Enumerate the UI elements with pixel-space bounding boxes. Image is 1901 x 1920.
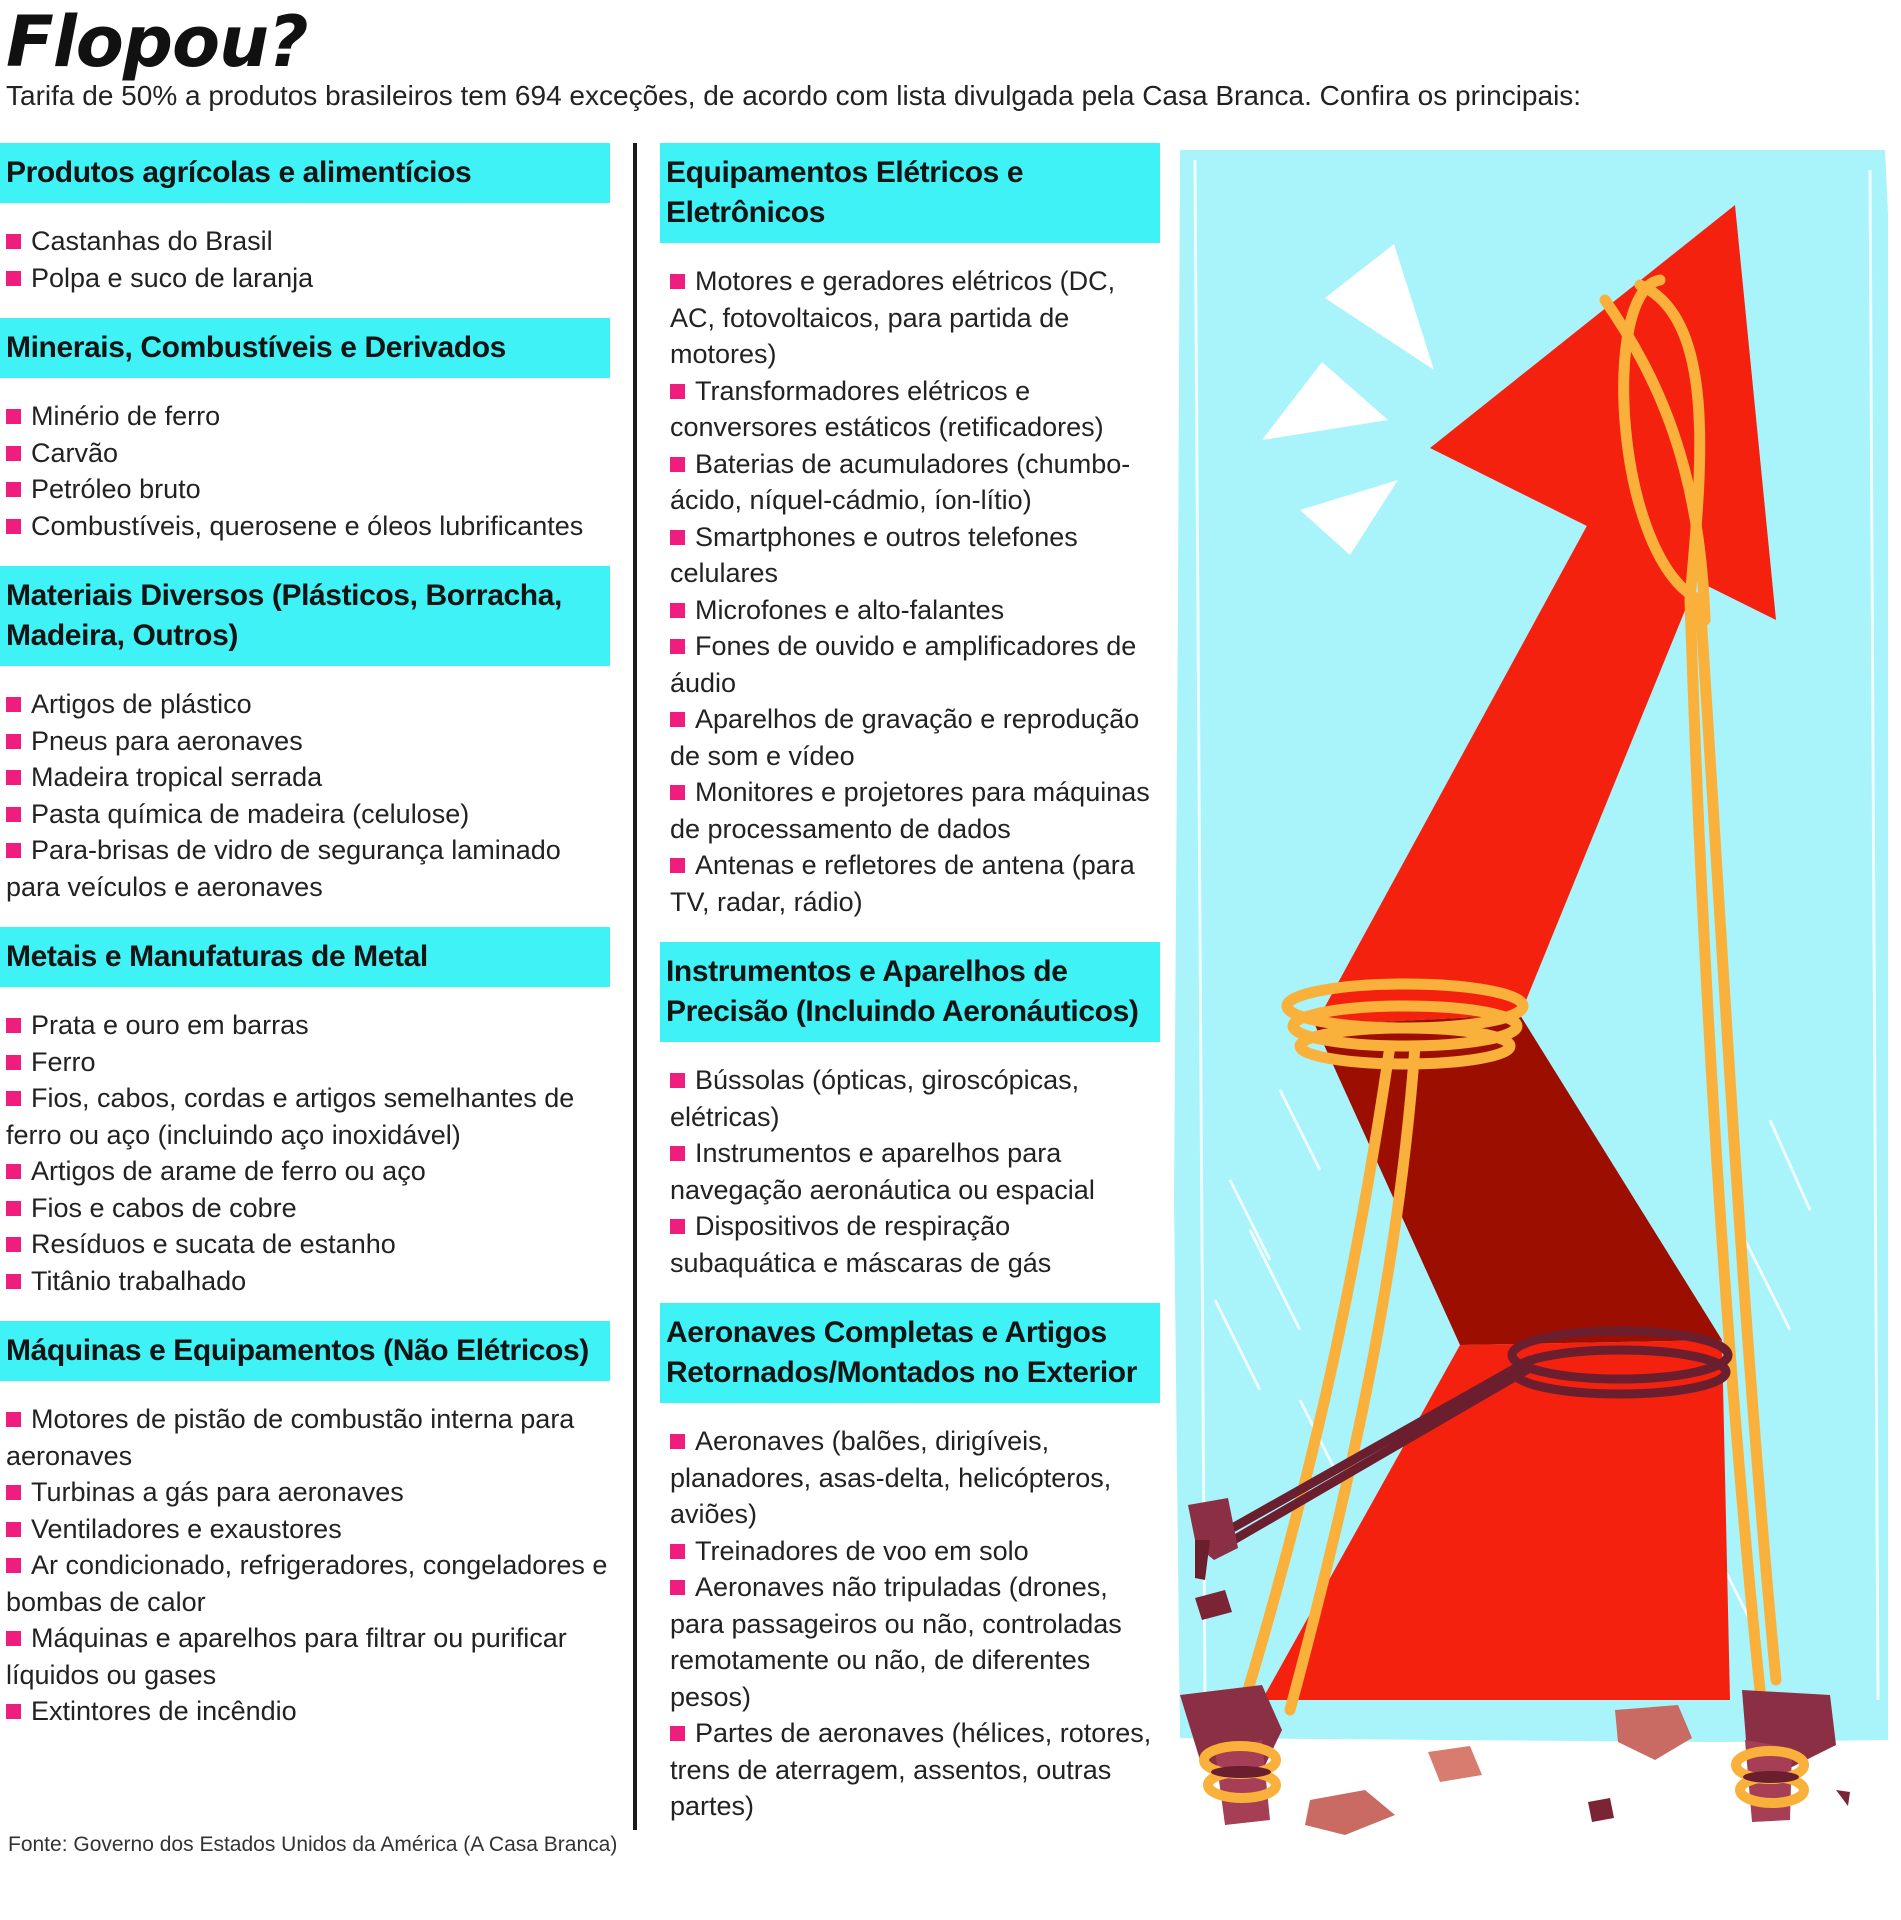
bullet-square-icon xyxy=(6,271,21,286)
list-item-text: Madeira tropical serrada xyxy=(31,762,323,792)
section-equipamentos-eletricos-e-eletronicos xyxy=(660,143,1160,942)
bullet-square-icon xyxy=(6,1055,21,1070)
bullet-square-icon xyxy=(6,1412,21,1427)
section-title: Instrumentos e Aparelhos de Precisão (Incluindo Aeronáuticos) xyxy=(660,942,1160,1042)
list-item-text: Pasta química de madeira (celulose) xyxy=(31,798,470,829)
section-instrumentos-e-aparelhos-de-precisao-inc xyxy=(660,942,1160,1303)
list-item-text: Para-brisas de vidro de segurança laminado para veículos e aeronaves xyxy=(6,835,561,902)
stake-tie-dark xyxy=(1211,1766,1799,1783)
bullet-square-icon xyxy=(6,1558,21,1573)
list-item xyxy=(6,1044,610,1081)
right-column xyxy=(660,143,1160,1847)
list-item xyxy=(6,1547,610,1620)
list-item xyxy=(670,1135,1160,1208)
item-list xyxy=(0,987,610,1321)
bullet-square-icon xyxy=(6,1631,21,1646)
bullet-square-icon xyxy=(6,1237,21,1252)
list-item xyxy=(670,774,1160,847)
list-item xyxy=(6,796,610,833)
list-item xyxy=(670,519,1160,592)
list-item-text: Combustíveis, querosene e óleos lubrificantes xyxy=(31,510,584,541)
list-item-text: Fios, cabos, cordas e artigos semelhantes de ferro ou aço (incluindo aço inoxidável) xyxy=(6,1083,575,1150)
list-item xyxy=(6,832,610,905)
list-item-text: Ferro xyxy=(31,1046,96,1077)
list-item xyxy=(6,1080,610,1153)
section-title: Minerais, Combustíveis e Derivados xyxy=(0,318,610,378)
item-list xyxy=(0,378,610,566)
list-item xyxy=(6,1190,610,1227)
column-divider xyxy=(633,143,637,1830)
bullet-square-icon xyxy=(6,519,21,534)
section-title: Metais e Manufaturas de Metal xyxy=(0,927,610,987)
section-metais-e-manufaturas-de-metal xyxy=(0,927,610,1321)
list-item xyxy=(6,1620,610,1693)
list-item xyxy=(6,1401,610,1474)
bullet-square-icon xyxy=(670,1146,685,1161)
source-note: Fonte: Governo dos Estados Unidos da América (A Casa Branca) xyxy=(8,1833,618,1856)
list-item-text: Treinadores de voo em solo xyxy=(695,1535,1029,1566)
list-item xyxy=(6,1511,610,1548)
list-item xyxy=(6,1007,610,1044)
list-item xyxy=(670,1533,1160,1570)
bullet-square-icon xyxy=(6,807,21,822)
list-item-text: Baterias de acumuladores (chumbo-ácido, níquel-cádmio, íon-lítio) xyxy=(670,448,1131,515)
page-title: Flopou? xyxy=(6,1,308,83)
list-item xyxy=(670,1569,1160,1715)
list-item-text: Monitores e projetores para máquinas de processamento de dados xyxy=(670,777,1150,844)
list-item xyxy=(670,701,1160,774)
list-item xyxy=(6,759,610,796)
list-item xyxy=(6,435,610,472)
list-item-text: Máquinas e aparelhos para filtrar ou purificar líquidos ou gases xyxy=(6,1623,567,1690)
bullet-square-icon xyxy=(6,1018,21,1033)
item-list xyxy=(0,666,610,927)
bullet-square-icon xyxy=(6,409,21,424)
item-list xyxy=(660,1042,1160,1303)
list-item-text: Resíduos e sucata de estanho xyxy=(31,1229,396,1259)
section-title: Produtos agrícolas e alimentícios xyxy=(0,143,610,203)
bullet-square-icon xyxy=(670,639,685,654)
list-item xyxy=(6,260,610,297)
bullet-square-icon xyxy=(6,1704,21,1719)
list-item-text: Extintores de incêndio xyxy=(31,1696,297,1726)
list-item-text: Titânio trabalhado xyxy=(31,1265,247,1296)
bullet-square-icon xyxy=(670,858,685,873)
list-item xyxy=(6,1226,610,1263)
list-item xyxy=(6,1474,610,1511)
list-item-text: Dispositivos de respiração subaquática e máscaras de gás xyxy=(670,1211,1052,1278)
bullet-square-icon xyxy=(670,1434,685,1449)
list-item xyxy=(670,592,1160,629)
section-title: Aeronaves Completas e Artigos Retornados/Montados no Exterior xyxy=(660,1303,1160,1403)
list-item xyxy=(6,1263,610,1300)
bullet-square-icon xyxy=(6,234,21,249)
bullet-square-icon xyxy=(670,274,685,289)
section-aeronaves-completas-e-artigos-retornados xyxy=(660,1303,1160,1847)
item-list xyxy=(660,243,1160,942)
bullet-square-icon xyxy=(6,734,21,749)
list-item-text: Pneus para aeronaves xyxy=(31,725,303,756)
item-list xyxy=(0,203,610,318)
list-item xyxy=(6,223,610,260)
list-item xyxy=(670,263,1160,373)
list-item xyxy=(670,628,1160,701)
list-item xyxy=(6,1693,610,1730)
list-item-text: Prata e ouro em barras xyxy=(31,1010,309,1040)
bullet-square-icon xyxy=(6,697,21,712)
list-item-text: Petróleo bruto xyxy=(31,474,201,504)
list-item-text: Antenas e refletores de antena (para TV, radar, rádio) xyxy=(670,850,1135,917)
stake-rope-icon xyxy=(1204,1746,1804,1803)
list-item-text: Bússolas (ópticas, giroscópicas, elétricas) xyxy=(670,1065,1080,1132)
list-item-text: Minério de ferro xyxy=(31,401,221,431)
list-item xyxy=(6,723,610,760)
list-item xyxy=(670,1715,1160,1825)
section-minerais-combustiveis-e-derivados xyxy=(0,318,610,566)
list-item-text: Turbinas a gás para aeronaves xyxy=(31,1477,404,1507)
list-item-text: Motores de pistão de combustão interna para aeronaves xyxy=(6,1404,575,1471)
bullet-square-icon xyxy=(670,712,685,727)
list-item-text: Instrumentos e aparelhos para navegação aeronáutica ou espacial xyxy=(670,1138,1095,1205)
list-item-text: Polpa e suco de laranja xyxy=(31,262,314,293)
list-item-text: Transformadores elétricos e conversores estáticos (retificadores) xyxy=(670,375,1104,442)
list-item xyxy=(6,471,610,508)
list-item xyxy=(6,1153,610,1190)
list-item-text: Aeronaves (balões, dirigíveis, planadores, asas-delta, helicópteros, aviões) xyxy=(670,1426,1112,1529)
section-title: Materiais Diversos (Plásticos, Borracha, Madeira, Outros) xyxy=(0,566,610,666)
list-item-text: Carvão xyxy=(31,437,119,468)
bullet-square-icon xyxy=(670,384,685,399)
bullet-square-icon xyxy=(670,603,685,618)
list-item xyxy=(6,686,610,723)
tied-arrow-icon xyxy=(1168,140,1888,1840)
list-item-text: Fones de ouvido e amplificadores de áudio xyxy=(670,631,1137,698)
list-item-text: Artigos de arame de ferro ou aço xyxy=(31,1156,426,1186)
list-item-text: Ventiladores e exaustores xyxy=(31,1513,342,1544)
bullet-square-icon xyxy=(6,1522,21,1537)
list-item-text: Partes de aeronaves (hélices, rotores, trens de aterragem, assentos, outras partes) xyxy=(670,1718,1152,1821)
section-maquinas-e-equipamentos-nao-eletricos xyxy=(0,1321,610,1752)
section-title: Equipamentos Elétricos e Eletrônicos xyxy=(660,143,1160,243)
list-item-text: Motores e geradores elétricos (DC, AC, fotovoltaicos, para partida de motores) xyxy=(670,266,1116,369)
item-list xyxy=(660,1403,1160,1847)
bullet-square-icon xyxy=(670,1073,685,1088)
bullet-square-icon xyxy=(670,1219,685,1234)
bullet-square-icon xyxy=(6,482,21,497)
bullet-square-icon xyxy=(6,770,21,785)
item-list xyxy=(0,1381,610,1752)
bullet-square-icon xyxy=(670,530,685,545)
list-item xyxy=(670,1423,1160,1533)
bullet-square-icon xyxy=(670,785,685,800)
bullet-square-icon xyxy=(6,1485,21,1500)
bullet-square-icon xyxy=(6,1091,21,1106)
list-item xyxy=(670,446,1160,519)
section-materiais-diversos-plasticos-borracha-ma xyxy=(0,566,610,927)
list-item xyxy=(670,847,1160,920)
list-item-text: Fios e cabos de cobre xyxy=(31,1192,297,1223)
section-title: Máquinas e Equipamentos (Não Elétricos) xyxy=(0,1321,610,1381)
bullet-square-icon xyxy=(670,1544,685,1559)
left-column xyxy=(0,143,610,1752)
bullet-square-icon xyxy=(6,1274,21,1289)
list-item xyxy=(670,1208,1160,1281)
bullet-square-icon xyxy=(670,1580,685,1595)
list-item xyxy=(670,1062,1160,1135)
list-item xyxy=(670,373,1160,446)
list-item-text: Smartphones e outros telefones celulares xyxy=(670,521,1078,588)
section-produtos-agricolas-e-alimenticios xyxy=(0,143,610,318)
list-item xyxy=(6,508,610,545)
list-item-text: Aparelhos de gravação e reprodução de som e vídeo xyxy=(670,704,1140,771)
bullet-square-icon xyxy=(6,1201,21,1216)
bullet-square-icon xyxy=(6,1164,21,1179)
list-item-text: Microfones e alto-falantes xyxy=(695,594,1005,625)
list-item xyxy=(6,398,610,435)
bullet-square-icon xyxy=(670,1726,685,1741)
list-item-text: Castanhas do Brasil xyxy=(31,226,273,256)
page-subtitle: Tarifa de 50% a produtos brasileiros tem 694 exceções, de acordo com lista divulgada pela Casa Branca. Confira os principais: xyxy=(6,80,1582,111)
bullet-square-icon xyxy=(6,843,21,858)
list-item-text: Ar condicionado, refrigeradores, congeladores e bombas de calor xyxy=(6,1550,608,1617)
bullet-square-icon xyxy=(670,457,685,472)
list-item-text: Aeronaves não tripuladas (drones, para passageiros ou não, controladas remotamente ou não, de diferentes pesos) xyxy=(670,1572,1122,1712)
list-item-text: Artigos de plástico xyxy=(31,689,252,719)
bullet-square-icon xyxy=(6,446,21,461)
